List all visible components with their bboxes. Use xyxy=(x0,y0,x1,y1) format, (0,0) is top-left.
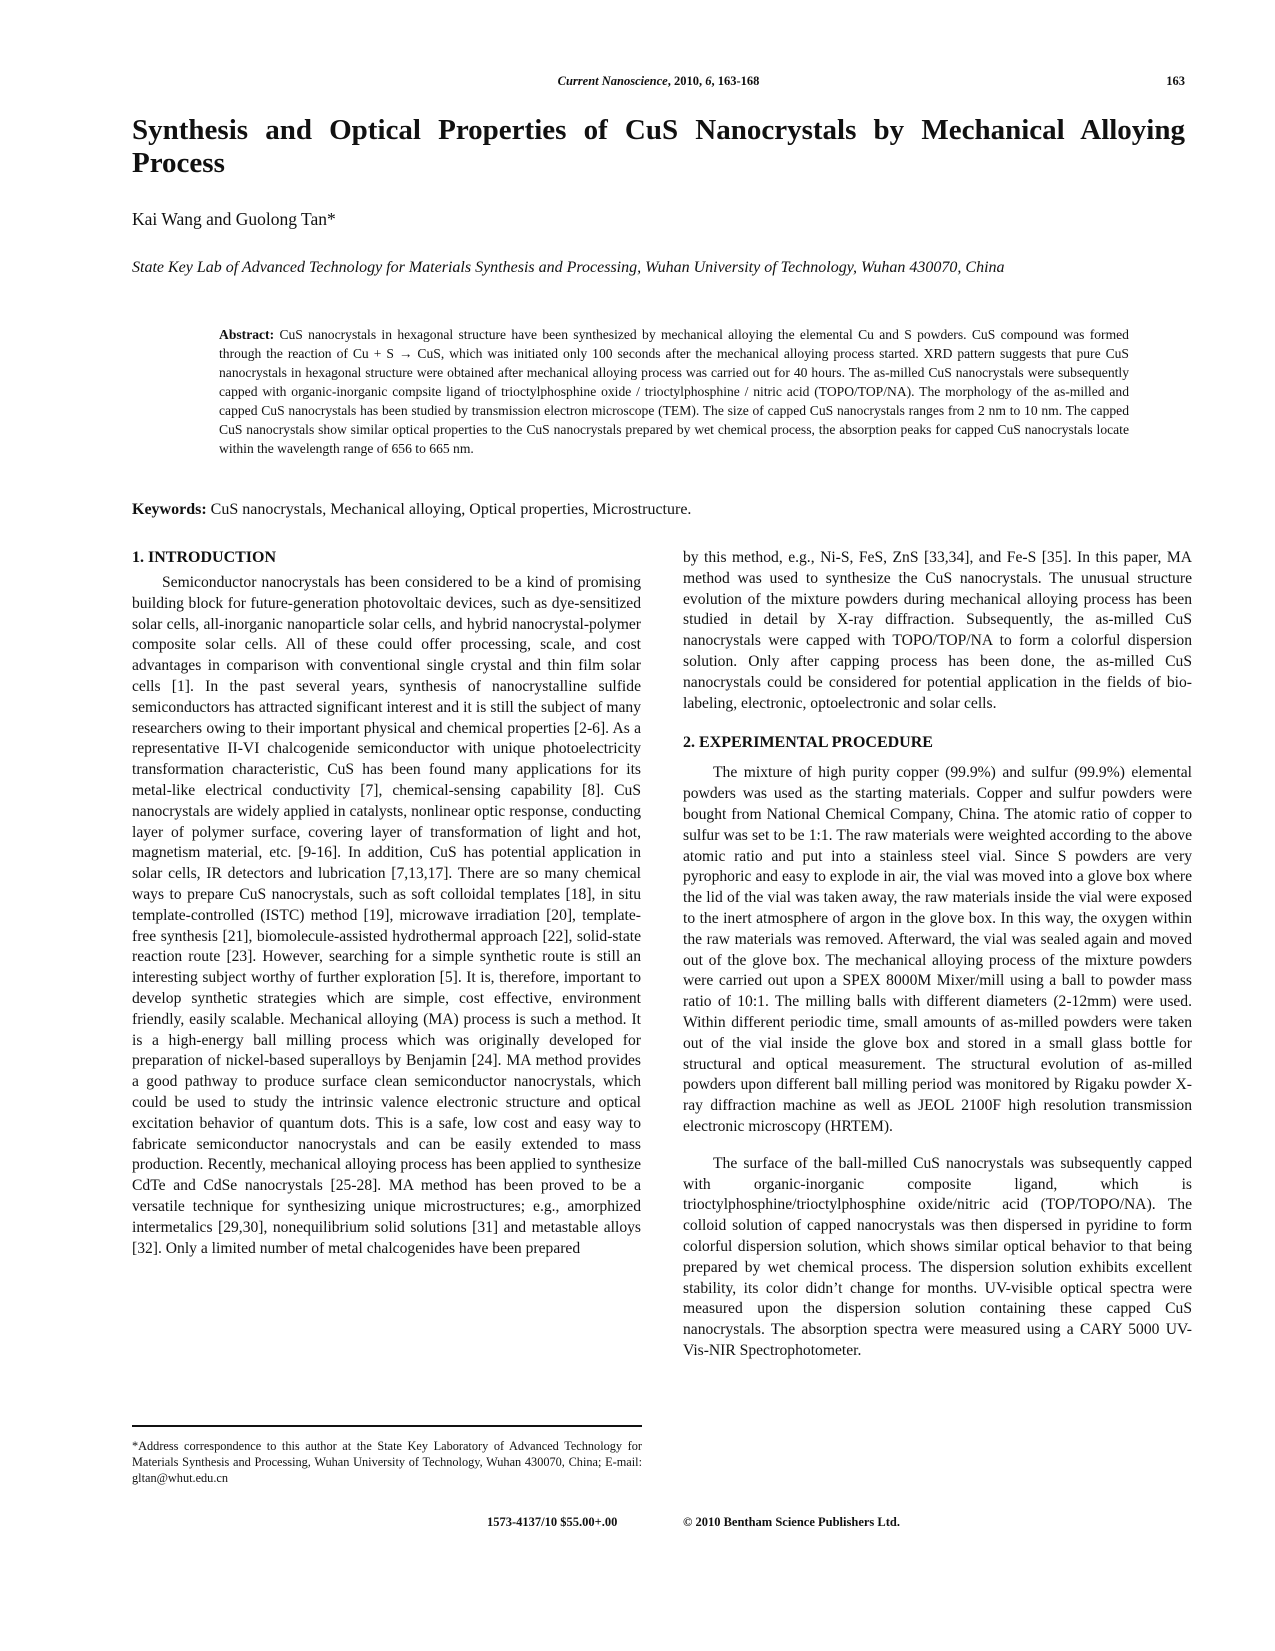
issn-price: 1573-4137/10 $55.00+.00 xyxy=(487,1515,618,1529)
journal-year: 2010 xyxy=(673,74,699,88)
journal-pages: 163-168 xyxy=(717,74,760,88)
abstract-text: CuS nanocrystals in hexagonal structure have been synthesized by mechanical alloying the elemental Cu and S powders. CuS compound was formed through the reaction of Cu + S → CuS, which was initiated only 100 seconds after the mechanical alloying process started. XRD pattern suggests that pure CuS nanocrystals in hexagonal structure were obtained after mechanical alloying process was carried out for 40 hours. The as-milled CuS nanocrystals were subsequently capped with organic-inorganic compsite ligand of trioctylphosphine oxide / trioctylphosphine / nitric acid (TOPO/TOP/NA). The morphology of the as-milled and capped CuS nanocrystals has been studied by transmission electron microscope (TEM). The size of capped CuS nanocrystals ranges from 2 nm to 10 nm. The capped CuS nanocrystals show similar optical properties to the CuS nanocrystals prepared by wet chemical process, the absorption peaks for capped CuS nanocrystals locate within the wavelength range of 656 to 665 nm. xyxy=(219,327,1129,456)
experimental-heading: 2. EXPERIMENTAL PROCEDURE xyxy=(683,734,933,752)
journal-citation: Current Nanoscience, 2010, 6, 163-168 xyxy=(557,74,760,88)
keywords xyxy=(132,501,691,519)
experimental-paragraph-1: The mixture of high purity copper (99.9%) and sulfur (99.9%) elemental powders was used as the starting materials. Copper and sulfur powders were bought from National Chemical Company, China. The atomic ratio of copper to sulfur was set to be 1:1. The raw materials were weighted according to the above atomic ratio and put into a stainless steel vial. Since S powders are very pyrophoric and easy to explode in air, the vial was moved into a glove box where the lid of the vial was taken away, the raw materials inside the vial were exposed to the inert atmosphere of argon in the glove box. In this way, the oxygen within the raw materials was removed. Afterward, the vial was sealed again and moved out of the glove box. The mechanical alloying process of the mixture powders were carried out upon a SPEX 8000M Mixer/mill using a ball to powder mass ratio of 10:1. The milling balls with different diameters (2-12mm) were used. Within different periodic time, small amounts of as-milled powders were taken out of the vial inside the glove box and stored in a small glass bottle for structural and optical measurement. The structural evolution of as-milled powders upon different ball milling period was monitored by Rigaku powder X-ray diffraction machine as well as JEOL 2100F high resolution transmission electronic microscopy (HRTEM). xyxy=(683,764,1192,1135)
abstract xyxy=(219,325,1129,458)
correspondence-footnote: *Address correspondence to this author at the State Key Laboratory of Advanced Technology for Materials Synthesis and Processing, Wuhan University of Technology, Wuhan 430070, China; E-mail: gltan@whut.edu.cn xyxy=(132,1439,642,1485)
experimental-paragraph-2: The surface of the ball-milled CuS nanocrystals was subsequently capped with organic-inorganic composite ligand, which is trioctylphosphine/trioctylphosphine oxide/nitric acid (TOP/TOPO/NA). The colloid solution of capped nanocrystals was then dispersed in pyridine to form colorful dispersion solution, which shows similar optical behavior to that being prepared by wet chemical process. The dispersion solution exhibits excellent stability, its color didn’t change for months. UV-visible optical spectra were measured upon the dispersion solution containing these capped CuS nanocrystals. The absorption spectra were measured using a CARY 5000 UV-Vis-NIR Spectrophotometer. xyxy=(683,1154,1192,1359)
paper-title: Synthesis and Optical Properties of CuS Nanocrystals by Mechanical Alloying Process xyxy=(132,114,1185,179)
abstract-label: Abstract: xyxy=(219,327,275,342)
authors: Kai Wang and Guolong Tan* xyxy=(132,209,336,229)
intro-paragraph: Semiconductor nanocrystals has been considered to be a kind of promising building block for future-generation photovoltaic devices, such as dye-sensitized solar cells, all-inorganic nanoparticle solar cells, and hybrid nanocrystal-polymer composite solar cells. All of these could offer processing, scale, and cost advantages in comparison with conventional single crystal and thin film solar cells [1]. In the past several years, synthesis of nanocrystalline sulfide semiconductors has attracted significant interest and it is still the subject of many researchers owing to their important physical and chemical properties [2-6]. As a representative II-VI chalcogenide semiconductor with unique photoelectricity transformation characteristic, CuS has been found many applications for its metal-like electrical conductivity [7], chemical-sensing capability [8]. CuS nanocrystals are widely applied in catalysts, nonlinear optic response, conducting layer of polymer surface, covering layer of transformation of light and hot, magnetism material, etc. [9-16]. In addition, CuS has potential application in solar cells, IR detectors and lubrication [7,13,17]. There are so many chemical ways to prepare CuS nanocrystals, such as soft colloidal templates [18], in situ template-controlled (ISTC) method [19], microwave irradiation [20], template-free synthesis [21], biomolecule-assisted hydrothermal approach [22], solid-state reaction route [23]. However, searching for a simple synthetic route is still an interesting subject worthy of further exploration [5]. It is, therefore, important to develop synthetic strategies which are simple, cost effective, environment friendly, easily scalable. Mechanical alloying (MA) process is such a method. It is a high-energy ball milling process which was originally developed for preparation of nickel-based superalloys by Benjamin [24]. MA method provides a good pathway to produce surface clean semiconductor nanocrystals, which could be used to study the intrinsic valence electronic structure and optical excitation behavior of quantum dots. This is a safe, low cost and easy way to fabricate semiconductor nanocrystals and can be easily extended to mass production. Recently, mechanical alloying process has been applied to synthesize CdTe and CdSe nanocrystals [25-28]. MA method has been proved to be a versatile technique for synthesizing unique microstructures; e.g., amorphized intermetalics [29,30], nonequilibrium solid solutions [31] and metastable alloys [32]. Only a limited number of metal chalcogenides have been prepared xyxy=(132,574,641,1257)
journal-name: Current Nanoscience xyxy=(557,74,668,88)
running-head xyxy=(132,74,1185,94)
affiliation: State Key Lab of Advanced Technology for Materials Synthesis and Processing, Wuhan University of Technology, Wuhan 430070, China xyxy=(132,259,1005,276)
journal-volume: 6 xyxy=(705,74,712,88)
keywords-text: CuS nanocrystals, Mechanical alloying, Optical properties, Microstructure. xyxy=(210,501,692,518)
intro-paragraph-continued: by this method, e.g., Ni-S, FeS, ZnS [33,34], and Fe-S [35]. In this paper, MA method was used to synthesize the CuS nanocrystals. The unusual structure evolution of the mixture powders during mechanical alloying process has been studied in detail by X-ray diffraction. Subsequently, the as-milled CuS nanocrystals were capped with TOPO/TOP/NA to form a colorful dispersion solution. Only after capping process has been done, the as-milled CuS nanocrystals could be considered for potential application in the fields of bio-labeling, electronic, optoelectronic and solar cells. xyxy=(683,549,1192,712)
keywords-label: Keywords: xyxy=(132,501,207,518)
intro-heading: 1. INTRODUCTION xyxy=(132,549,277,566)
right-column xyxy=(683,548,1192,1362)
footnote-rule xyxy=(132,1425,642,1427)
left-column xyxy=(132,548,641,1259)
copyright: © 2010 Bentham Science Publishers Ltd. xyxy=(683,1515,900,1529)
page-number: 163 xyxy=(1166,74,1185,88)
